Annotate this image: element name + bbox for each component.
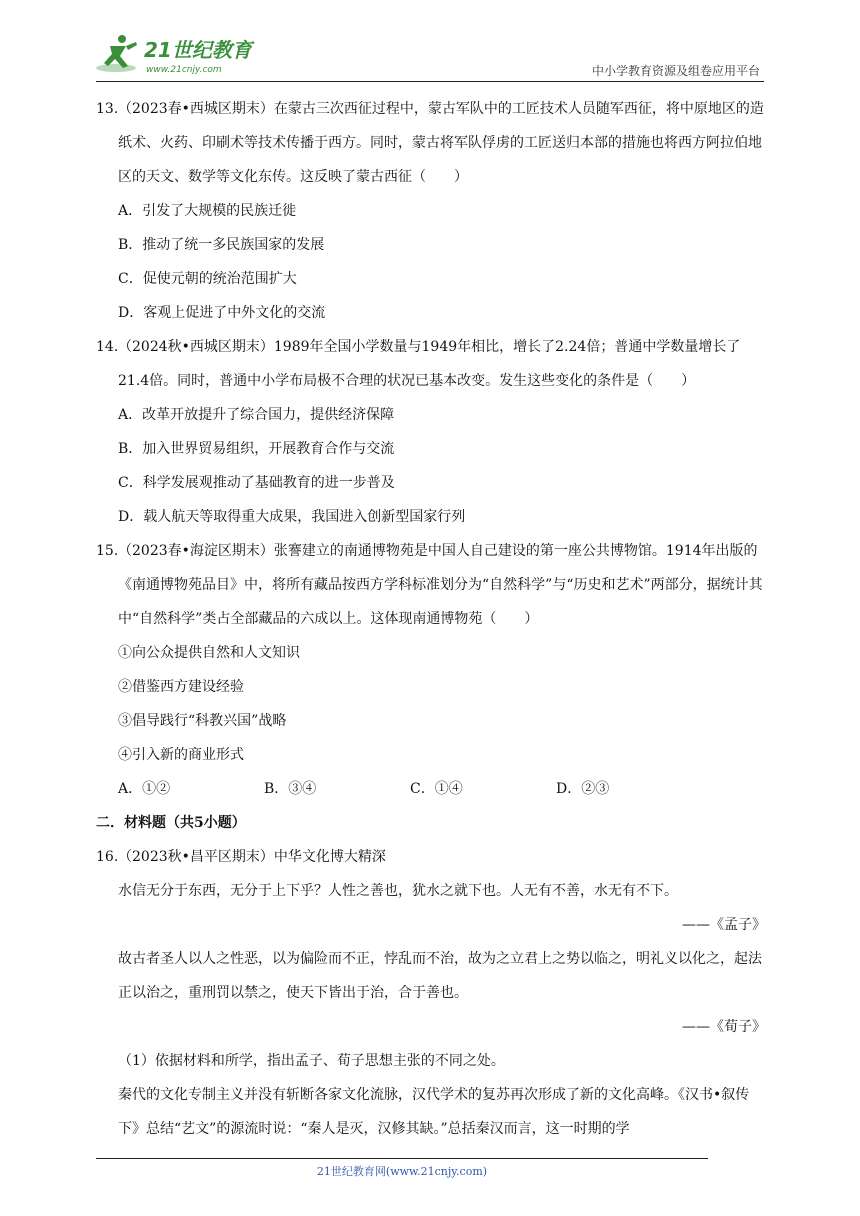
source-xunzi: ——《荀子》	[682, 1019, 766, 1035]
option-b: B．加入世界贸易组织，开展教育合作与交流	[118, 441, 395, 457]
material-mencius: 水信无分于东西，无分于上下乎？人性之善也，犹水之就下也。人无有不善，水无有不下。	[118, 883, 678, 899]
footer-divider	[96, 1158, 708, 1159]
section-heading: 二．材料题（共5小题）	[96, 815, 246, 831]
question-14	[96, 330, 768, 534]
21cnjy-logo	[96, 32, 276, 76]
option-c: C．①④	[410, 781, 463, 797]
options-row	[96, 772, 768, 806]
statement-3: ③倡导践行“科教兴国”战略	[118, 713, 287, 729]
option-d: D．载人航天等取得重大成果，我国进入创新型国家行列	[118, 509, 466, 525]
sub-question-1: （1）依据材料和所学，指出孟子、荀子思想主张的不同之处。	[118, 1053, 505, 1069]
question-stem: （2023春•西城区期末）在蒙古三次西征过程中，蒙古军队中的工匠技术人员随军西征，将中原地区的造纸术、火药、印刷术等技术传播于西方。同时，蒙古将军队俘虏的工匠送归本部的措施也将西方阿拉伯地区的天文、数学等文化东传。这反映了蒙古西征（ ）	[118, 101, 764, 185]
statement-2: ②借鉴西方建设经验	[118, 679, 244, 695]
question-number: 13.	[96, 101, 119, 117]
question-15	[96, 534, 768, 806]
option-a: A．引发了大规模的民族迁徙	[118, 203, 297, 219]
source-mencius: ——《孟子》	[682, 917, 766, 933]
question-13	[96, 92, 768, 330]
option-c: C．促使元朝的统治范围扩大	[118, 271, 297, 287]
question-stem: （2024秋•西城区期末）1989年全国小学数量与1949年相比，增长了2.24倍；普通中学数量增长了21.4倍。同时，普通中小学布局极不合理的状况已基本改变。发生这些变化的条件是（ ）	[118, 339, 741, 389]
question-16	[96, 840, 768, 1146]
question-stem: （2023春•海淀区期末）张謇建立的南通博物苑是中国人自己建设的第一座公共博物馆。1914年出版的《南通博物苑品目》中，将所有藏品按西方学科标准划分为“自然科学”与“历史和艺术”两部分，据统计其中“自然科学”类占全部藏品的六成以上。这体现南通博物苑（ ）	[118, 543, 763, 627]
document-body	[96, 92, 768, 1146]
statement-1: ①向公众提供自然和人文知识	[118, 645, 300, 661]
option-a: A．改革开放提升了综合国力，提供经济保障	[118, 407, 395, 423]
option-a: A．①②	[118, 781, 171, 797]
platform-name: 中小学教育资源及组卷应用平台	[591, 64, 760, 78]
question-stem: （2023秋•昌平区期末）中华文化博大精深	[118, 849, 386, 865]
question-number: 15.	[96, 543, 119, 559]
page-header	[96, 28, 764, 82]
question-number: 16.	[96, 849, 119, 865]
question-number: 14.	[96, 339, 119, 355]
material-qin-han: 秦代的文化专制主义并没有斩断各家文化流脉，汉代学术的复苏再次形成了新的文化高峰。《汉书•叙传下》总结“艺文”的源流时说：“秦人是灭，汉修其缺。”总括秦汉而言，这一时期的学	[118, 1087, 750, 1137]
footer-text[interactable]: 21世纪教育网(www.21cnjy.com)	[316, 1165, 488, 1178]
option-d: D．②③	[556, 781, 610, 797]
statement-4: ④引入新的商业形式	[118, 747, 244, 763]
option-b: B．推动了统一多民族国家的发展	[118, 237, 325, 253]
option-d: D．客观上促进了中外文化的交流	[118, 305, 326, 321]
logo-url: www.21cnjy.com	[146, 65, 222, 75]
logo-title: 21世纪教育	[144, 38, 252, 62]
header-divider	[96, 81, 764, 82]
option-c: C．科学发展观推动了基础教育的进一步普及	[118, 475, 395, 491]
material-xunzi: 故古者圣人以人之性恶，以为偏险而不正，悖乱而不治，故为之立君上之势以临之，明礼义以化之，起法正以治之，重刑罚以禁之，使天下皆出于治，合于善也。	[118, 951, 762, 1001]
option-b: B．③④	[264, 781, 317, 797]
